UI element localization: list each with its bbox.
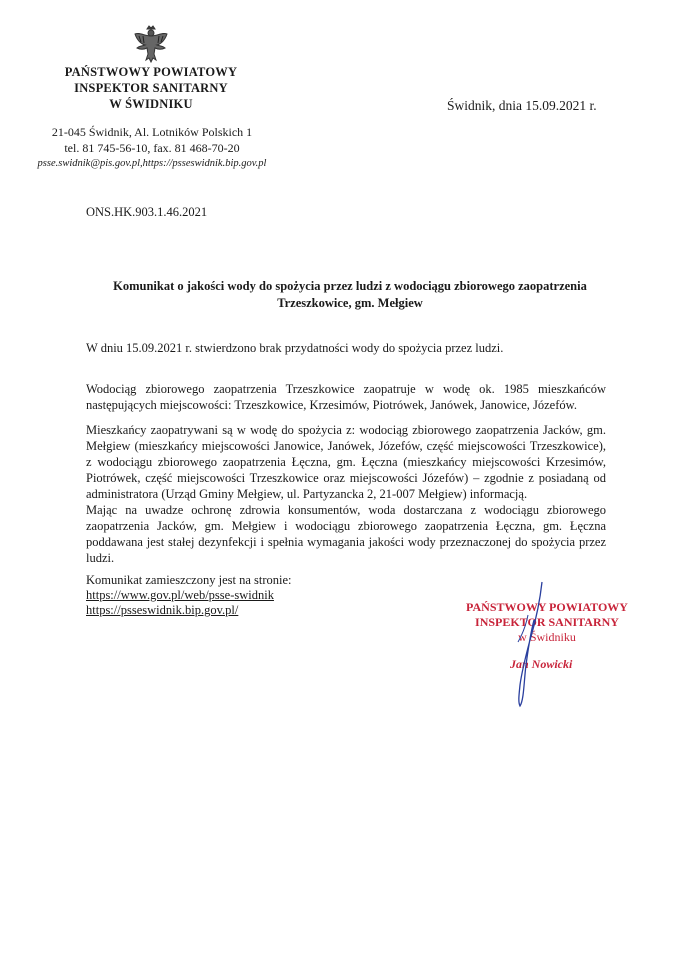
institution-header [40,64,262,112]
institution-line-3: W ŚWIDNIKU [109,97,193,111]
institution-web: psse.swidnik@pis.gov.pl,https://psseswidnik.bip.gov.pl [37,158,267,169]
document-title-line-2: Trzeszkowice, gm. Mełgiew [277,296,423,310]
eagle-emblem-icon [133,24,169,64]
paragraph-2: Wodociąg zbiorowego zaopatrzenia Trzeszkowice zaopatruje w wodę ok. 1985 mieszkańców następujących miejscowości: Trzeszkowice, Krzesimów, Piotrówek, Janówek, Janowice, Józefów. [86,382,606,412]
paragraph-4: Mając na uwadze ochronę zdrowia konsumentów, woda dostarczana z wodociągu zbiorowego zaopatrzenia Jacków, gm. Mełgiew i wodociągu zbiorowego zaopatrzenia Łęczna, gm. Łęczna poddawana jest stałej dezynfekcji i spełnia wymagania jakości wody przeznaczonej do spożycia przez ludzi. [86,503,606,565]
institution-line-1: PAŃSTWOWY POWIATOWY [64,65,238,79]
published-section [86,573,386,618]
stamp-line-1: PAŃSTWOWY POWIATOWY [466,600,628,614]
stamp-line-2: INSPEKTOR SANITARNY [475,615,619,629]
paragraph-1: W dniu 15.09.2021 r. stwierdzono brak przydatności wody do spożycia przez ludzi. [86,341,504,355]
published-label: Komunikat zamieszczony jest na stronie: [86,573,292,587]
paragraph-3: Mieszkańcy zaopatrywani są w wodę do spożycia z: wodociąg zbiorowego zaopatrzenia Jacków, gm. Mełgiew (mieszkańcy miejscowości Janowice, Janówek, Józefów, część miejscowości Trzeszkowice), z wodociągu zbiorowego zaopatrzenia Łęczna, gm. Łęczna (mieszkańcy miejscowości Krzesimów, Piotrówek, część miejscowości Trzeszkowice oraz miejscowości Józefów) – zgodnie z posiadaną od administratora (Urząd Gminy Mełgiew, ul. Partyzancka 2, 21-007 Mełgiew) informacją. [86,423,606,501]
document-title [60,278,640,312]
institution-phone: tel. 81 745-56-10, fax. 81 468-70-20 [64,141,240,155]
stamp-name: Jan Nowicki [510,657,573,671]
stamp-line-3: w Świdniku [518,630,576,644]
institution-address: 21-045 Świdnik, Al. Lotników Polskich 1 [51,125,253,139]
reference-number: ONS.HK.903.1.46.2021 [86,205,208,219]
institution-address-block [22,124,282,172]
document-date: Świdnik, dnia 15.09.2021 r. [447,98,597,113]
bip-link[interactable]: https://psseswidnik.bip.gov.pl/ [86,603,239,617]
handwritten-signature [500,580,560,710]
institution-line-2: INSPEKTOR SANITARNY [74,81,228,95]
gov-pl-link[interactable]: https://www.gov.pl/web/psse-swidnik [86,588,274,602]
document-title-line-1: Komunikat o jakości wody do spożycia przez ludzi z wodociągu zbiorowego zaopatrzenia [113,279,587,293]
